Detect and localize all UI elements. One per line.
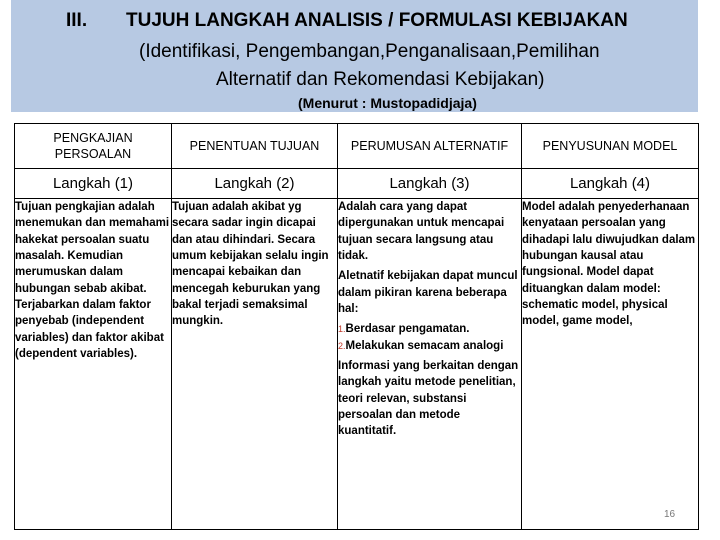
step-row xyxy=(15,169,699,199)
step-cell: Langkah (2) xyxy=(172,169,338,199)
alternatives-list xyxy=(338,321,521,354)
list-item xyxy=(338,338,521,354)
step-cell: Langkah (4) xyxy=(522,169,699,199)
header-cell: PENENTUAN TUJUAN xyxy=(172,124,338,169)
title-banner xyxy=(11,0,698,112)
content-row xyxy=(15,199,699,530)
content-text: Informasi yang berkaitan dengan langkah yaitu metode penelitian, teori relevan, substansi persoalan dan metode kuantitatif. xyxy=(338,359,519,438)
steps-table xyxy=(14,123,699,530)
content-cell xyxy=(338,199,522,530)
slide-subtitle-line2: Alternatif dan Rekomendasi Kebijakan) xyxy=(216,69,545,90)
list-number: 1. xyxy=(338,324,346,335)
list-number: 2. xyxy=(338,340,346,351)
content-cell xyxy=(172,199,338,530)
list-item xyxy=(338,321,521,337)
step-cell: Langkah (1) xyxy=(15,169,172,199)
content-text: Tujuan adalah akibat yg secara sadar ingin dicapai dan atau dihindari. Secara umum kebijakan selalu ingin mencapai kebaikan dan mencegah keburukan yang bakal terjadi semaksimal mungkin. xyxy=(172,201,329,328)
slide-title: TUJUH LANGKAH ANALISIS / FORMULASI KEBIJAKAN xyxy=(126,10,628,31)
content-cell xyxy=(15,199,172,530)
content-text: Adalah cara yang dapat dipergunakan untuk mencapai tujuan secara langsung atau tidak. xyxy=(338,201,505,262)
slide-reference: (Menurut : Mustopadidjaja) xyxy=(298,95,477,111)
header-cell: PENYUSUNAN MODEL xyxy=(522,124,699,169)
slide-subtitle-line1: (Identifikasi, Pengembangan,Penganalisaan,Pemilihan xyxy=(139,41,600,62)
content-cell xyxy=(522,199,699,530)
header-cell: PERUMUSAN ALTERNATIF xyxy=(338,124,522,169)
header-row xyxy=(15,124,699,169)
content-text: Model adalah penyederhanaan kenyataan persoalan yang dihadapi lalu diwujudkan dalam hubungan kausal atau fungsional. Model dapat dituangkan dalam model: schematic model, physical model, game model, xyxy=(522,201,696,328)
list-text: Melakukan semacam analogi xyxy=(345,339,504,352)
header-cell: PENGKAJIAN PERSOALAN xyxy=(15,124,172,169)
list-text: Berdasar pengamatan. xyxy=(345,323,470,336)
section-number: III. xyxy=(66,10,88,31)
content-text: Tujuan pengkajian adalah menemukan dan memahami hakekat persoalan suatu masalah. Kemudian merumuskan dalam hubungan sebab akibat. Terjabarkan dalam faktor penyebab (independent variables) dan faktor akibat (dependent variables). xyxy=(15,201,170,360)
step-cell: Langkah (3) xyxy=(338,169,522,199)
page-number: 16 xyxy=(664,509,676,520)
content-text: Aletnatif kebijakan dapat muncul dalam pikiran karena beberapa hal: xyxy=(338,270,518,315)
